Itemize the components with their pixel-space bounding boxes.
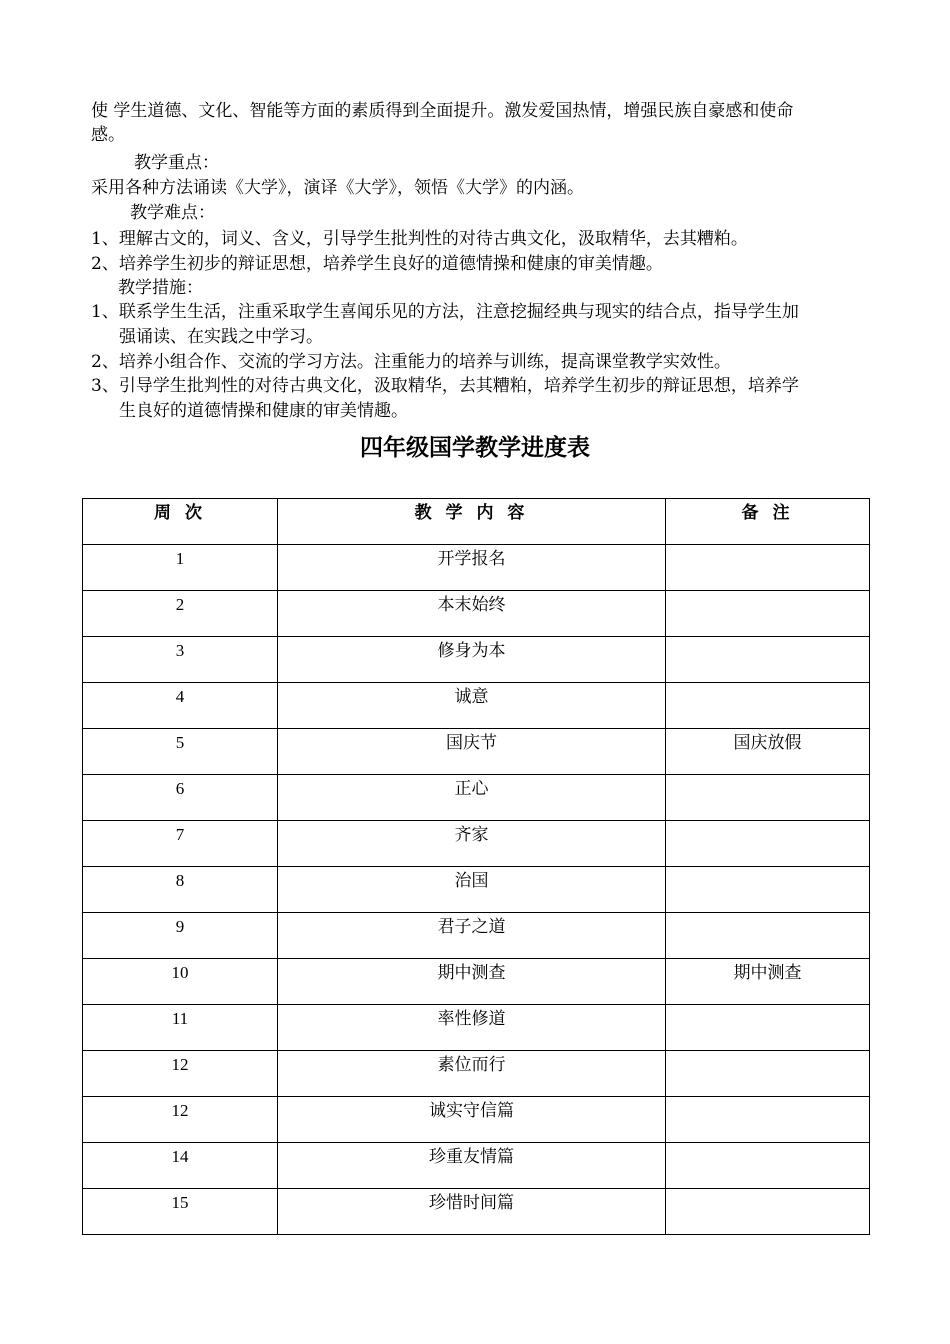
difficulty-item-1: 1、理解古文的，词义、含义，引导学生批判性的对待古典文化，汲取精华，去其糟粕。 xyxy=(91,229,748,249)
note-cell: 国庆放假 xyxy=(666,729,870,775)
note-cell: 期中测查 xyxy=(666,959,870,1005)
column-header-week: 周 次 xyxy=(83,499,278,545)
content-cell: 齐家 xyxy=(278,821,666,867)
table-row xyxy=(83,913,870,959)
week-cell: 12 xyxy=(83,1051,278,1097)
table-row xyxy=(83,1005,870,1051)
table-row xyxy=(83,729,870,775)
intro-line-2: 感。 xyxy=(91,125,125,145)
week-cell: 15 xyxy=(83,1189,278,1235)
measure-item-2: 2、培养小组合作、交流的学习方法。注重能力的培养与训练，提高课堂教学实效性。 xyxy=(91,352,731,372)
week-cell: 1 xyxy=(83,545,278,591)
note-cell xyxy=(666,683,870,729)
content-cell: 珍惜时间篇 xyxy=(278,1189,666,1235)
table-row xyxy=(83,545,870,591)
note-cell xyxy=(666,545,870,591)
note-cell xyxy=(666,1005,870,1051)
content-cell: 珍重友情篇 xyxy=(278,1143,666,1189)
content-cell: 率性修道 xyxy=(278,1005,666,1051)
column-header-content: 教 学 内 容 xyxy=(278,499,666,545)
week-cell: 7 xyxy=(83,821,278,867)
table-row xyxy=(83,1143,870,1189)
note-cell xyxy=(666,1051,870,1097)
note-cell xyxy=(666,867,870,913)
week-cell: 8 xyxy=(83,867,278,913)
schedule-table xyxy=(82,498,870,1235)
content-cell: 本末始终 xyxy=(278,591,666,637)
schedule-title: 四年级国学教学进度表 xyxy=(360,435,590,461)
content-cell: 治国 xyxy=(278,867,666,913)
note-cell xyxy=(666,775,870,821)
measure-item-3-line-2: 生良好的道德情操和健康的审美情趣。 xyxy=(119,401,408,421)
table-row xyxy=(83,1097,870,1143)
content-cell: 开学报名 xyxy=(278,545,666,591)
week-cell: 4 xyxy=(83,683,278,729)
note-cell xyxy=(666,1189,870,1235)
measures-heading: 教学措施： xyxy=(118,278,203,298)
content-cell: 诚意 xyxy=(278,683,666,729)
measure-item-1-line-2: 强诵读、在实践之中学习。 xyxy=(119,327,323,347)
content-cell: 国庆节 xyxy=(278,729,666,775)
note-cell xyxy=(666,637,870,683)
week-cell: 10 xyxy=(83,959,278,1005)
column-header-note: 备 注 xyxy=(666,499,870,545)
key-points-text: 采用各种方法诵读《大学》，演译《大学》，领悟《大学》的内涵。 xyxy=(91,178,584,198)
content-cell: 正心 xyxy=(278,775,666,821)
table-row xyxy=(83,1051,870,1097)
table-row xyxy=(83,867,870,913)
measure-item-3-line-1: 3、引导学生批判性的对待古典文化，汲取精华，去其糟粕，培养学生初步的辩证思想，培养学 xyxy=(91,376,799,396)
content-cell: 君子之道 xyxy=(278,913,666,959)
week-cell: 6 xyxy=(83,775,278,821)
table-row xyxy=(83,591,870,637)
week-cell: 3 xyxy=(83,637,278,683)
table-row xyxy=(83,1189,870,1235)
difficulties-heading: 教学难点： xyxy=(130,203,215,223)
week-cell: 5 xyxy=(83,729,278,775)
table-row xyxy=(83,637,870,683)
key-points-heading: 教学重点： xyxy=(134,153,219,173)
week-cell: 2 xyxy=(83,591,278,637)
week-cell: 11 xyxy=(83,1005,278,1051)
content-cell: 修身为本 xyxy=(278,637,666,683)
table-header-row xyxy=(83,499,870,545)
table-row xyxy=(83,683,870,729)
week-cell: 12 xyxy=(83,1097,278,1143)
note-cell xyxy=(666,1143,870,1189)
content-cell: 素位而行 xyxy=(278,1051,666,1097)
table-row xyxy=(83,821,870,867)
table-row xyxy=(83,775,870,821)
difficulty-item-2: 2、培养学生初步的辩证思想，培养学生良好的道德情操和健康的审美情趣。 xyxy=(91,254,663,274)
week-cell: 14 xyxy=(83,1143,278,1189)
content-cell: 诚实守信篇 xyxy=(278,1097,666,1143)
intro-line-1: 使 学生道德、文化、智能等方面的素质得到全面提升。激发爱国热情，增强民族自豪感和使命 xyxy=(91,101,794,121)
measure-item-1-line-1: 1、联系学生生活，注重采取学生喜闻乐见的方法，注意挖掘经典与现实的结合点，指导学生加 xyxy=(91,302,799,322)
week-cell: 9 xyxy=(83,913,278,959)
note-cell xyxy=(666,1097,870,1143)
content-cell: 期中测查 xyxy=(278,959,666,1005)
table-row xyxy=(83,959,870,1005)
note-cell xyxy=(666,591,870,637)
note-cell xyxy=(666,821,870,867)
note-cell xyxy=(666,913,870,959)
schedule-table-body xyxy=(83,545,870,1235)
